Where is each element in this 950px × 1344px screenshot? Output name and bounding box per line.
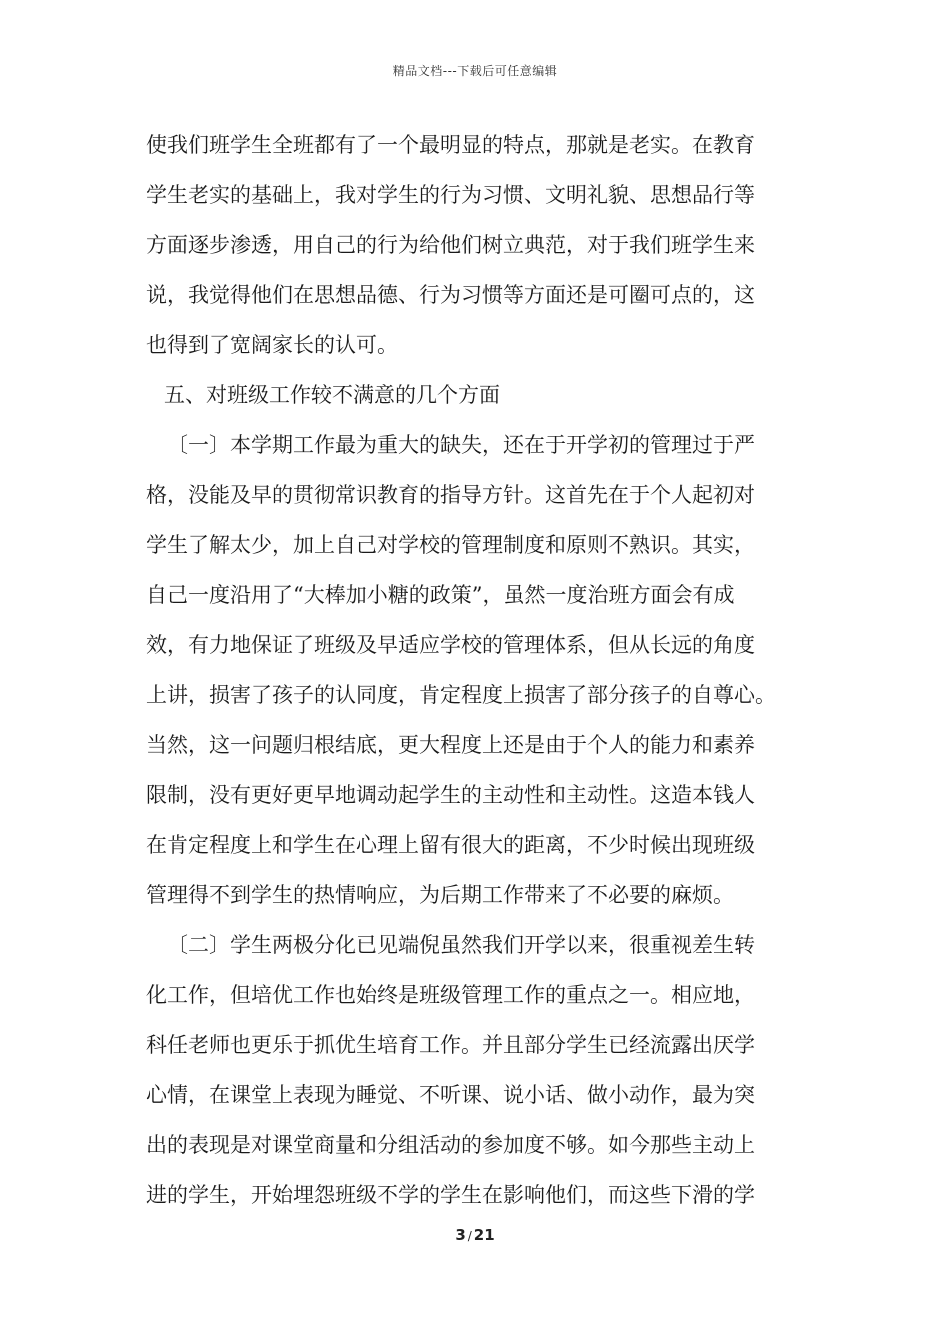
text-line: 学生老实的基础上，我对学生的行为习惯、文明礼貌、思想品行等: [146, 183, 755, 207]
text-line: 当然，这一问题归根结底，更大程度上还是由于个人的能力和素养: [146, 733, 755, 757]
text-line: 方面逐步渗透，用自己的行为给他们树立典范，对于我们班学生来: [146, 233, 755, 257]
text-line: 化工作，但培优工作也始终是班级管理工作的重点之一。相应地，: [146, 983, 755, 1007]
text-line: 科任老师也更乐于抓优生培育工作。并且部分学生已经流露出厌学: [146, 1033, 755, 1057]
current-page: 3: [455, 1226, 466, 1244]
text-line: 效，有力地保证了班级及早适应学校的管理体系，但从长远的角度: [146, 633, 755, 657]
subsection-first-line: 〔二〕学生两极分化已见端倪虽然我们开学以来，很重视差生转: [167, 933, 755, 957]
section-heading: 五、对班级工作较不满意的几个方面: [164, 383, 500, 407]
text-line: 学生了解太少，加上自己对学校的管理制度和原则不熟识。其实，: [146, 533, 755, 557]
text-line: 使我们班学生全班都有了一个最明显的特点，那就是老实。在教育: [146, 133, 755, 157]
text-line: 进的学生，开始埋怨班级不学的学生在影响他们，而这些下滑的学: [146, 1183, 755, 1207]
text-line: 格，没能及早的贯彻常识教育的指导方针。这首先在于个人起初对: [146, 483, 755, 507]
text-line: 上讲，损害了孩子的认同度，肯定程度上损害了部分孩子的自尊心。: [146, 683, 776, 707]
text-line: 限制，没有更好更早地调动起学生的主动性和主动性。这造本钱人: [146, 783, 755, 807]
subsection-first-line: 〔一〕本学期工作最为重大的缺失，还在于开学初的管理过于严: [167, 433, 755, 457]
text-line: 自己一度沿用了“大棒加小糖的政策”，虽然一度治班方面会有成: [146, 583, 735, 607]
text-line: 出的表现是对课堂商量和分组活动的参加度不够。如今那些主动上: [146, 1133, 755, 1157]
text-line: 管理得不到学生的热情响应，为后期工作带来了不必要的麻烦。: [146, 883, 734, 907]
text-line: 在肯定程度上和学生在心理上留有很大的距离，不少时候出现班级: [146, 833, 755, 857]
total-pages: 21: [473, 1226, 495, 1244]
text-line: 也得到了宽阔家长的认可。: [146, 333, 398, 357]
text-line: 说，我觉得他们在思想品德、行为习惯等方面还是可圈可点的，这: [146, 283, 755, 307]
page-header: 精品文档---下载后可任意编辑: [392, 64, 558, 78]
text-line: 心情，在课堂上表现为睡觉、不听课、说小话、做小动作，最为突: [146, 1083, 755, 1107]
document-body: [146, 120, 810, 1220]
page-number: [0, 1226, 950, 1244]
page-separator: /: [467, 1229, 472, 1243]
